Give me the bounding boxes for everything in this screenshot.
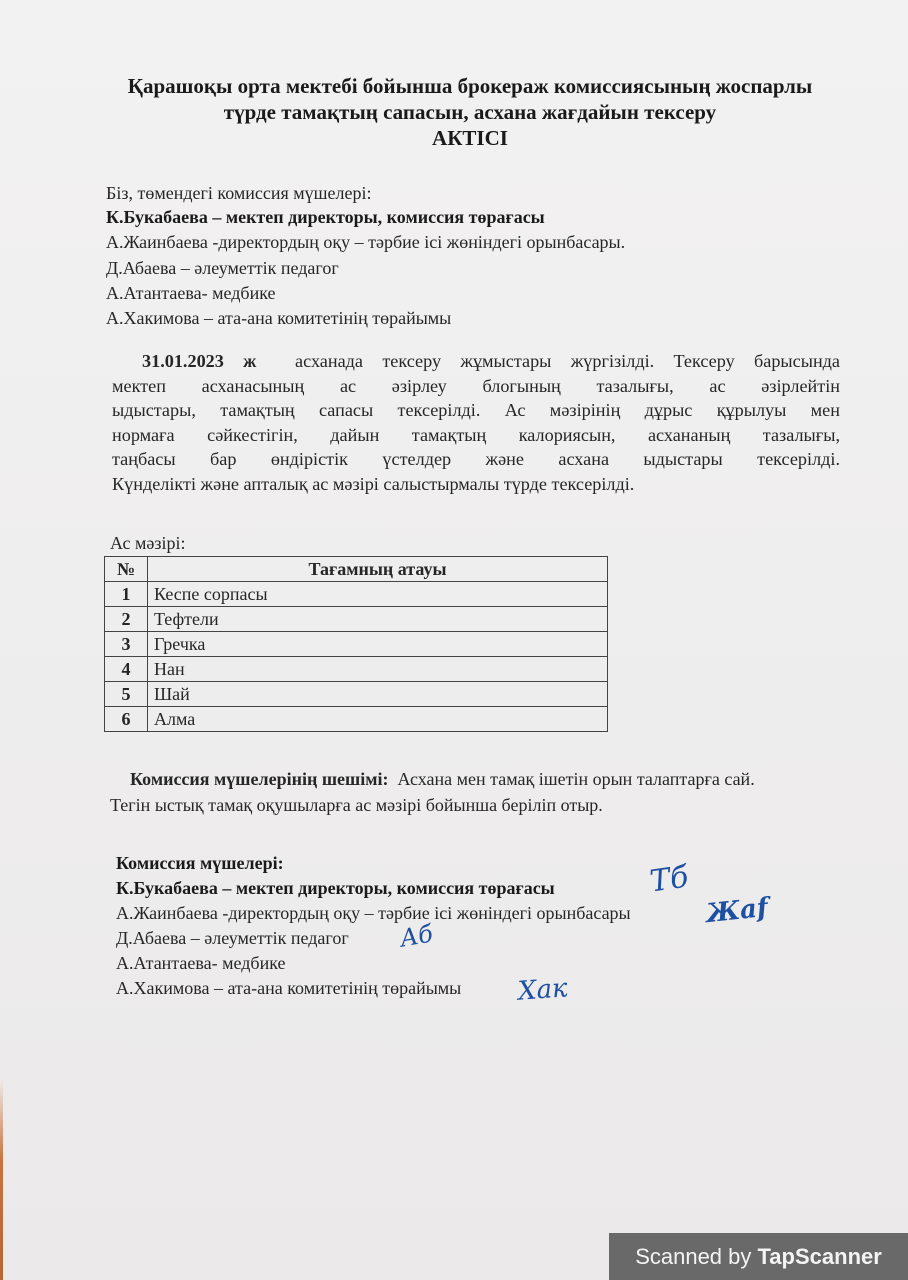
table-row [105,632,608,657]
paragraph-line-1: 31.01.2023 ж асханада тексеру жұмыстары жүргізілді. Тексеру барысында [142,351,841,371]
signer-parent-committee: А.Хакимова – ата-ана комитетінің төрайымы [116,978,462,998]
members-heading: Комиссия мүшелері: [116,853,284,873]
header-dish-name: Тағамның атауы [148,557,608,582]
member-social-pedagog: Д.Абаева – әлеуметтік педагог [106,258,339,278]
signer-chair: К.Букабаева – мектеп директоры, комиссия төрағасы [116,878,555,898]
menu-table [104,556,608,732]
dish-name: Гречка [148,632,608,657]
row-number: 2 [105,607,148,632]
table-row [105,682,608,707]
page-edge [0,1080,3,1280]
row-number: 6 [105,707,148,732]
dish-name: Шай [148,682,608,707]
decision-label: Комиссия мүшелерінің шешімі: [130,769,389,789]
dish-name: Алма [148,707,608,732]
signature-social-pedagog: Аб [397,919,436,953]
row-number: 3 [105,632,148,657]
signer-social-pedagog: Д.Абаева – әлеуметтік педагог [116,928,349,948]
title-line-1: Қарашоқы орта мектебі бойынша брокераж комиссиясының жоспарлы [127,74,813,98]
table-row [105,607,608,632]
scanner-watermark: Scanned by TapScanner [609,1233,908,1280]
member-parent-committee: А.Хакимова – ата-ана комитетінің төрайымы [106,308,452,328]
table-row [105,582,608,607]
paragraph-line-4: нормаға сәйкестігін, дайын тамақтың калориясын, асхананың тазалығы, [112,424,840,445]
row-number: 5 [105,682,148,707]
row-number: 4 [105,657,148,682]
member-deputy: А.Жаинбаева -директордың оқу – тәрбие ісі жөніндегі орынбасары. [106,232,626,252]
title-line-3: АКТІСІ [432,126,508,150]
title-line-2: түрде тамақтың сапасын, асхана жағдайын тексеру [223,100,717,124]
menu-header-row [105,557,608,582]
table-row [105,707,608,732]
signature-parent-committee: Хак [517,973,569,1007]
member-chair: К.Букабаева – мектеп директоры, комиссия төрағасы [106,207,545,227]
paragraph-line-5: таңбасы бар өндірістік үстелдер және асхана ыдыстары тексерілді. [112,449,840,469]
paragraph-line-2: мектеп асханасының ас әзірлеу блогының тазалығы, ас әзірлейтін [112,375,840,396]
document-title [100,73,840,151]
menu-label: Ас мәзірі: [110,533,186,553]
paragraph-line-3: ыдыстары, тамақтың сапасы тексерілді. Ас мәзірінің дұрыс құрылуы мен [112,400,840,420]
signature-chair: Тб [647,859,691,900]
signature-deputy: Жаf [704,892,770,930]
commission-decision [110,766,850,818]
signer-nurse: А.Атантаева- медбике [116,953,286,973]
dish-name: Кеспе сорпасы [148,582,608,607]
decision-line-1: Комиссия мүшелерінің шешімі: Асхана мен тамақ ішетін орын талаптарға сай. [130,769,755,789]
table-row [105,657,608,682]
dish-name: Тефтели [148,607,608,632]
inspection-paragraph [112,349,840,496]
dish-name: Нан [148,657,608,682]
intro-text: Біз, төмендегі комиссия мүшелері: [106,183,372,203]
scanner-brand: TapScanner [757,1244,882,1269]
row-number: 1 [105,582,148,607]
header-number: № [105,557,148,582]
signer-deputy: А.Жаинбаева -директордың оқу – тәрбие ісі жөніндегі орынбасары [116,903,631,923]
decision-line-2: Тегін ыстық тамақ оқушыларға ас мәзірі бойынша беріліп отыр. [110,795,603,815]
paragraph-line-6: Күнделікті және апталық ас мәзірі салыстырмалы түрде тексерілді. [112,473,635,494]
member-nurse: А.Атантаева- медбике [106,283,276,303]
inspection-date: 31.01.2023 ж [142,351,257,371]
